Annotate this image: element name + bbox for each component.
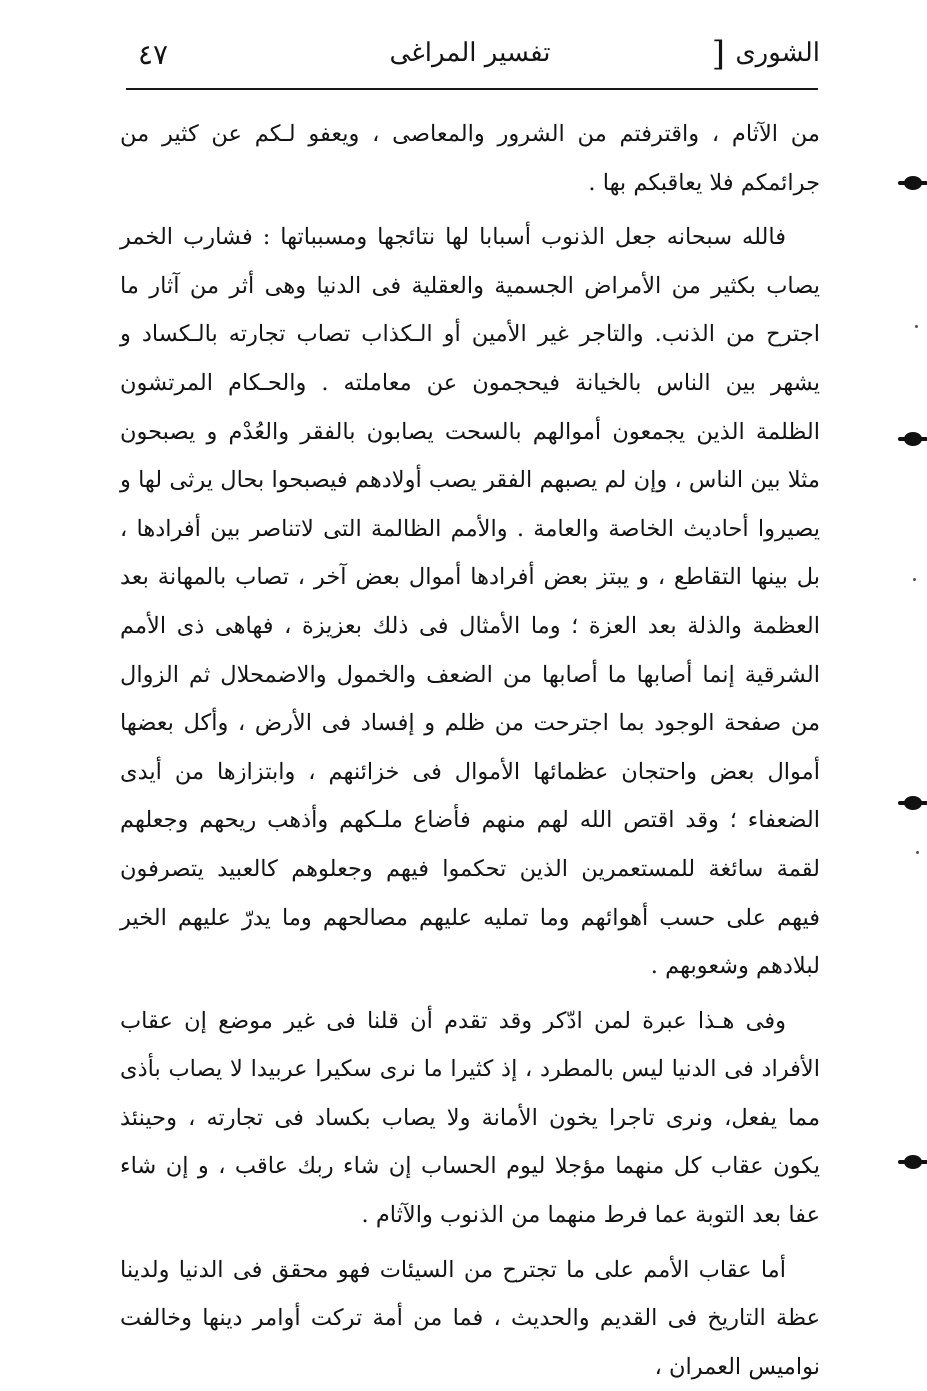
punch-hole-mark [904,176,922,190]
punch-hole-mark [904,1155,922,1169]
paragraph: وفى هـذا عبرة لمن ادّكر وقد تقدم أن قلنا فى غير موضع إن عقاب الأفراد فى الدنيا ليس بالمطرد ، إذ كثيرا ما نرى سكيرا عربيدا لا يصاب بأذى مما يفعل، ونرى تاجرا يخون الأمانة ولا يصاب بكساد فى تجارته ، وحينئذ يكون عقاب كل منهما مؤجلا ليوم الحساب إن شاء ربك عاقب ، و إن شاء عفا بعد التوبة عما فرط منهما من الذنوب والآثام . [120,1007,820,1229]
paragraph: فالله سبحانه جعل الذنوب أسبابا لها نتائجها ومسبباتها : فشارب الخمر يصاب بكثير من الأمراض الجسمية والعقلية فى الدنيا وهى أثر من آثار ما اجترح من الذنب. والتاجر غير الأمين أو الـكذاب تصاب تجارته بالـكساد و يشهر بين الناس بالخيانة فيحجمون عن معاملته . والحـكام المرتشون الظلمة الذين يجمعون أموالهم بالسحت يصابون بالفقر والعُدْم و يصبحون مثلا بين الناس ، وإن لم يصبهم الفقر يصب أولادهم فيصبحوا بحال يرثى لها و يصيروا أحاديث الخاصة والعامة . والأمم الظالمة التى لاتناصر بين أفرادها ، بل بينها التقاطع ، و يبتز بعض أفرادها أموال بعض آخر ، تصاب بالمهانة بعد العظمة والذلة بعد العزة ؛ وما الأمثال فى ذلك بعزيزة ، فهاهى ذى الأمم الشرقية إنما أصابها ما أصابها من الضعف والخمول والاضمحلال ثم الزوال من صفحة الوجود بما اجترحت من ظلم و إفساد فى الأرض ، وأكل بعضها أموال بعض واحتجان عظمائها الأموال فى خزائنهم ، وابتزازها من أيدى الضعفاء ؛ وقد اقتص الله لهم منهم فأضاع ملـكهم وأذهب ريحهم وجعلهم لقمة سائغة للمستعمرين الذين تحكموا فيهم وجعلوهم كالعبيد يتصرفون فيهم على حسب أهوائهم وما تمليه عليهم مصالحهم وما يدرّ عليهم الخير لبلادهم وشعوبهم . [120,224,820,980]
paragraph: أما عقاب الأمم على ما تجترح من السيئات فهو محقق فى الدنيا ولدينا عظة التاريخ فى القديم والحديث ، فما من أمة تركت أوامر دينها وخالفت نواميس العمران ، [120,1256,820,1380]
punch-hole-mark [904,432,922,446]
scan-speck [913,578,916,581]
page-body [120,110,820,1391]
page-number: ٤٧ [138,38,169,71]
scan-speck [916,851,919,854]
page-header [120,34,820,84]
scan-speck [915,325,918,328]
paragraph-continuation: من الآثام ، واقترفتم من الشرور والمعاصى ، ويعفو لـكم عن كثير من جرائمكم فلا يعاقبكم بها . [120,121,820,196]
header-rule [126,88,818,90]
book-title: تفسير المراغى [389,38,551,68]
header-bracket: ] [711,34,725,74]
surah-name: الشورى [735,38,820,68]
punch-hole-mark [904,796,922,810]
